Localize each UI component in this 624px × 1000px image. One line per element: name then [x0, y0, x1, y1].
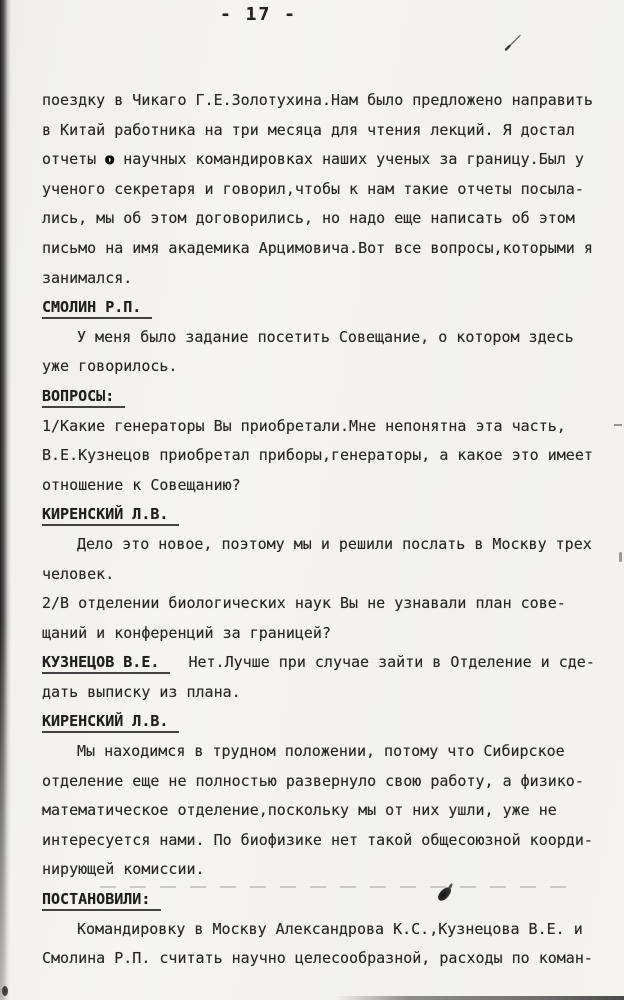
text-segment: 2/В отделении биологических наук Вы не узнавали план сове- — [42, 594, 566, 613]
text-line — [42, 648, 608, 678]
text-segment: уже говорилось. — [42, 357, 178, 376]
text-line — [42, 560, 608, 590]
page-number: - 17 - — [220, 4, 298, 25]
scan-edge-bottom — [335, 996, 624, 1000]
text-line — [42, 116, 608, 146]
text-segment: научных командировках наших ученых за границу.Был у — [114, 150, 584, 169]
text-line — [42, 352, 608, 382]
text-line — [42, 885, 608, 915]
text-segment: письмо на имя академика Арцимовича.Вот все вопросы,которыми я — [42, 238, 593, 257]
text-segment: поездку в Чикаго Г.Е.Золотухина.Нам было предложено направить — [42, 91, 593, 109]
text-line — [42, 589, 608, 619]
text-segment: Командировку в Москву Александрова К.С.,Кузнецова В.Е. и — [77, 919, 583, 938]
text-line — [42, 826, 608, 856]
text-segment: о — [105, 150, 115, 169]
text-segment: отношение к Совещанию? — [42, 475, 241, 494]
text-line — [42, 944, 608, 974]
text-segment: отделение еще не полностью развернуло свою работу, а физико- — [42, 771, 584, 790]
text-segment: в Китай работника на три месяца для чтения лекций. Я достал — [42, 120, 575, 139]
text-segment: нирующей комиссии. — [42, 860, 205, 879]
text-segment: щаний и конференций за границей? — [42, 623, 331, 642]
text-line — [42, 412, 608, 442]
text-line — [42, 204, 608, 234]
speaker-heading: ПОСТАНОВИЛИ: — [42, 890, 161, 911]
text-segment: отчеты — [42, 150, 106, 169]
text-line — [42, 707, 608, 737]
text-segment: 1/Какие генераторы Вы приобретали.Мне непонятна эта часть, — [42, 416, 566, 435]
text-segment: занимался. — [42, 268, 133, 287]
text-line — [42, 530, 608, 560]
text-line — [42, 175, 608, 205]
right-edge-mark — [619, 552, 622, 562]
text-segment: дать выписку из плана. — [42, 682, 241, 701]
text-line — [42, 86, 608, 116]
text-line — [42, 441, 608, 471]
text-line — [42, 264, 608, 294]
speaker-heading: ВОПРОСЫ: — [42, 387, 125, 408]
text-line — [42, 767, 608, 797]
scan-smudge-artifact — [100, 886, 570, 888]
text-line — [42, 471, 608, 501]
text-segment: Смолина Р.П. считать научно целесообразной, расходы по коман- — [42, 949, 593, 968]
text-segment: человек. — [42, 564, 115, 583]
text-line — [42, 678, 608, 708]
text-segment: лись, мы об этом договорились, но надо еще написать об этом — [42, 209, 575, 228]
text-line — [42, 500, 608, 530]
text-line — [42, 234, 608, 264]
text-segment: интересуется нами. По биофизике нет такой общесоюзной коорди- — [42, 830, 593, 849]
scan-edge-dot — [2, 986, 8, 996]
text-line — [42, 293, 608, 323]
text-segment: Дело это новое, поэтому мы и решили послать в Москву трех — [77, 534, 592, 553]
text-line — [42, 855, 608, 885]
text-line — [42, 796, 608, 826]
speaker-heading: СМОЛИН Р.П. — [42, 298, 152, 319]
text-segment: В.Е.Кузнецов приобретал приборы,генераторы, а какое это имеет — [42, 446, 593, 465]
speaker-heading: КИРЕНСКИЙ Л.В. — [42, 712, 179, 733]
text-segment: У меня было задание посетить Совещание, о котором здесь — [77, 327, 574, 346]
text-line — [42, 145, 608, 175]
text-segment: Мы находимся в трудном положении, потому что Сибирское — [77, 742, 565, 761]
text-segment: Нет.Лучше при случае зайти в Отделение и сде- — [170, 653, 595, 672]
right-edge-mark — [614, 424, 622, 426]
speaker-heading: КИРЕНСКИЙ Л.В. — [42, 505, 179, 526]
speaker-heading: КУЗНЕЦОВ В.Е. — [42, 653, 170, 674]
text-segment: ученого секретаря и говорил,чтобы к нам такие отчеты посыла- — [42, 179, 584, 198]
pen-tick-mark — [503, 33, 525, 53]
text-line — [42, 323, 608, 353]
text-line — [42, 382, 608, 412]
document-body — [42, 86, 608, 974]
text-line — [42, 619, 608, 649]
scan-edge-left — [0, 0, 11, 1000]
text-line — [42, 915, 608, 945]
text-segment: математическое отделение,поскольку мы от них ушли, уже не — [42, 801, 557, 820]
text-line — [42, 737, 608, 767]
